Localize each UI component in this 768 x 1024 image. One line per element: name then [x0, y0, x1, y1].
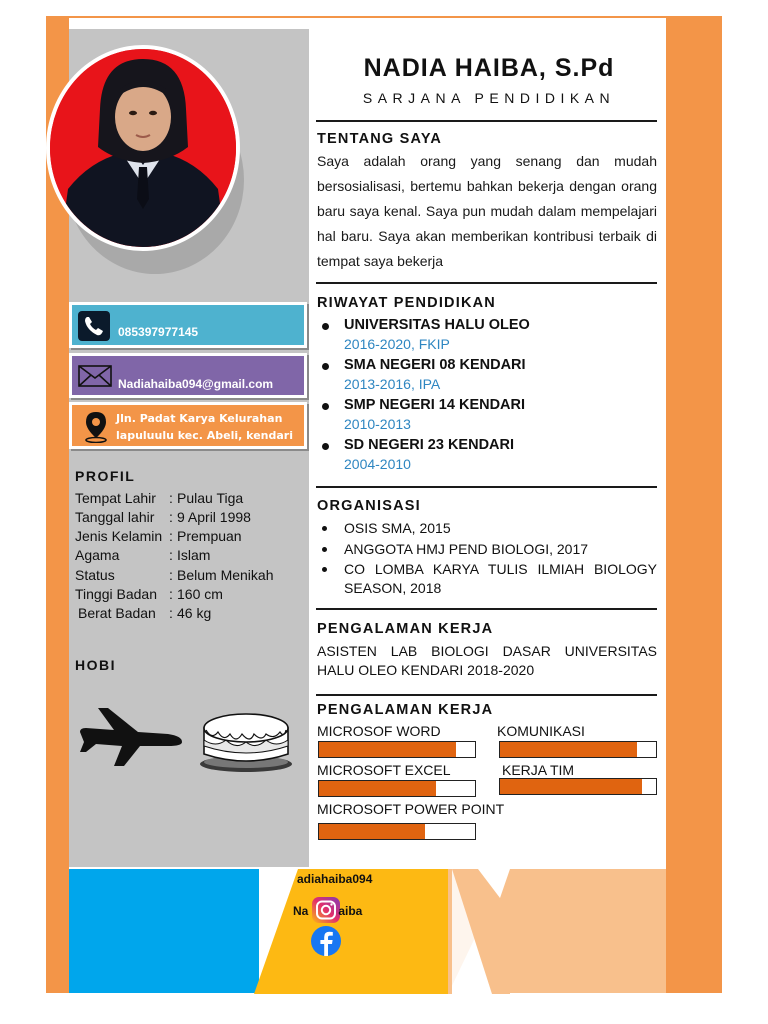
skill-label: MICROSOFT POWER POINT	[317, 801, 505, 817]
organization-item: CO LOMBA KARYA TULIS ILMIAH BIOLOGY SEASON, 2018	[322, 560, 657, 598]
profile-row: Tinggi Badan : 160 cm	[75, 586, 223, 602]
education-detail: 2004-2010	[344, 456, 411, 472]
candidate-title: SARJANA PENDIDIKAN	[362, 90, 616, 106]
skill-bar	[499, 741, 657, 758]
envelope-icon	[78, 365, 112, 390]
instagram-handle[interactable]: adiahaiba094	[297, 872, 373, 886]
skill-bar	[318, 741, 476, 758]
skill-fill	[319, 781, 436, 796]
education-item	[322, 317, 652, 352]
education-school: UNIVERSITAS HALU OLEO	[322, 317, 652, 333]
profile-row: Berat Badan : 46 kg	[78, 605, 212, 621]
skill-bar	[499, 778, 657, 795]
footer-band-peach	[508, 869, 666, 993]
section-divider	[316, 694, 657, 696]
cake-icon	[196, 706, 296, 779]
skill-label: KOMUNIKASI	[497, 723, 585, 739]
skill-bar	[318, 780, 476, 797]
profile-row: Tempat Lahir : Pulau Tiga	[75, 490, 244, 506]
phone-number[interactable]: 085397977145	[118, 325, 199, 339]
skill-bar	[318, 823, 476, 840]
organization-item: ANGGOTA HMJ PEND BIOLOGI, 2017	[322, 540, 657, 559]
top-border	[46, 16, 722, 18]
facebook-name[interactable]: Na aiba	[293, 904, 363, 918]
phone-icon	[78, 311, 110, 344]
education-school: SD NEGERI 23 KENDARI	[322, 437, 652, 453]
section-divider	[316, 282, 657, 284]
facebook-icon[interactable]	[310, 925, 342, 962]
education-school: SMP NEGERI 14 KENDARI	[322, 397, 652, 413]
profile-photo	[46, 45, 240, 251]
hobby-heading: HOBI	[75, 657, 116, 673]
footer-band-blue	[69, 869, 259, 993]
candidate-name: NADIA HAIBA, S.Pd	[363, 54, 615, 82]
location-pin-icon	[84, 411, 108, 446]
address-line-1: Jln. Padat Karya Kelurahan	[116, 412, 283, 425]
email-address[interactable]: Nadiahaiba094@gmail.com	[118, 377, 274, 391]
education-heading: RIWAYAT PENDIDIKAN	[317, 295, 496, 311]
organization-heading: ORGANISASI	[317, 498, 421, 514]
address-line-2: lapuluulu kec. Abeli, kendari	[116, 429, 293, 442]
contact-email-box	[69, 353, 307, 398]
about-text: Saya adalah orang yang senang dan mudah bersosialisasi, bertemu bahkan bekerja dengan orang baru saya kenal. Saya pun mudah dalam mempelajari hal baru. Saya akan memberikan kontribusi terbaik di tempat saya bekerja	[317, 153, 657, 269]
education-detail: 2010-2013	[344, 416, 411, 432]
skill-label: MICROSOF WORD	[317, 723, 441, 739]
skill-fill	[500, 742, 637, 757]
right-orange-stripe	[666, 17, 722, 993]
education-detail: 2016-2020, FKIP	[344, 336, 450, 352]
airplane-icon	[76, 706, 186, 773]
profile-heading: PROFIL	[75, 468, 136, 484]
work-heading: PENGALAMAN KERJA	[317, 621, 494, 637]
education-item	[322, 357, 652, 392]
skill-fill	[319, 742, 456, 757]
organization-item: OSIS SMA, 2015	[322, 519, 657, 538]
work-text: ASISTEN LAB BIOLOGI DASAR UNIVERSITAS HALU OLEO KENDARI 2018-2020	[317, 643, 657, 678]
skill-label: MICROSOFT EXCEL	[317, 762, 451, 778]
education-item	[322, 397, 652, 432]
about-heading: TENTANG SAYA	[317, 131, 443, 147]
skill-label: KERJA TIM	[502, 762, 575, 778]
profile-row: Status : Belum Menikah	[75, 567, 274, 583]
footer-band-shapes	[252, 868, 512, 994]
column-divider	[309, 29, 312, 867]
skill-fill	[500, 779, 642, 794]
section-divider	[316, 486, 657, 488]
profile-row: Jenis Kelamin : Prempuan	[75, 528, 242, 544]
skills-heading: PENGALAMAN KERJA	[317, 702, 494, 718]
skill-fill	[319, 824, 425, 839]
education-item	[322, 437, 652, 472]
profile-row: Agama : Islam	[75, 547, 211, 563]
section-divider	[316, 120, 657, 122]
education-school: SMA NEGERI 08 KENDARI	[322, 357, 652, 373]
section-divider	[316, 608, 657, 610]
profile-row: Tanggal lahir : 9 April 1998	[75, 509, 251, 525]
education-detail: 2013-2016, IPA	[344, 376, 441, 392]
contact-phone-box	[69, 302, 307, 348]
contact-address-box	[69, 402, 307, 449]
